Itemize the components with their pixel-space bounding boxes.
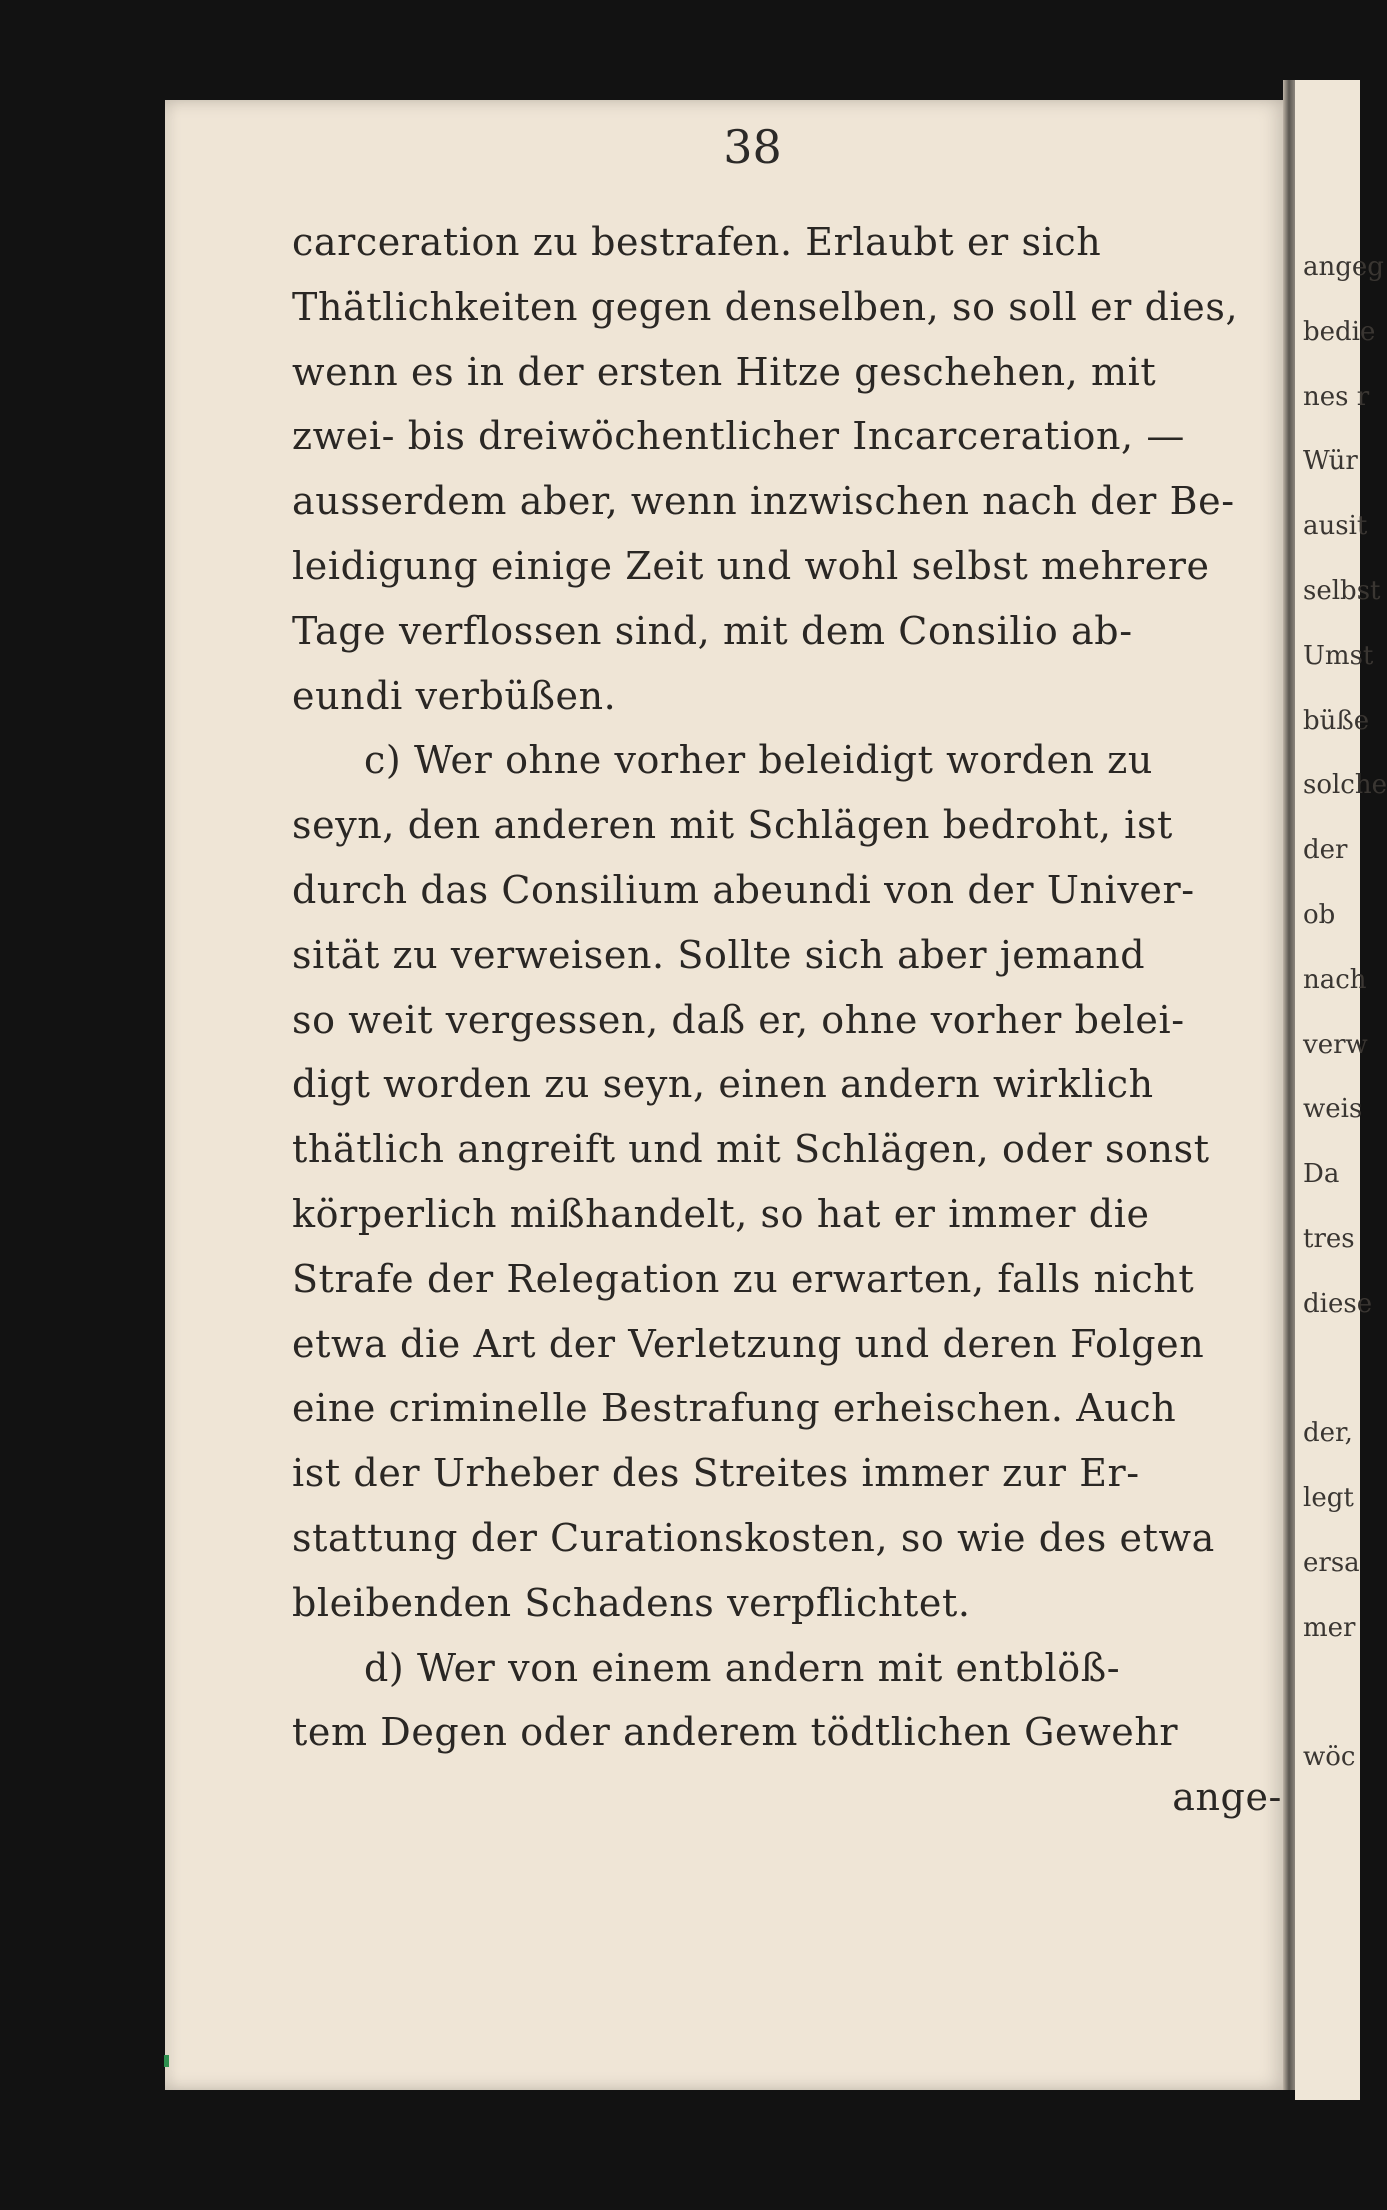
facing-text-fragment: Umst xyxy=(1303,640,1374,671)
text-line: eine criminelle Bestrafung erheischen. Auch xyxy=(292,1386,1177,1431)
text-line: sität zu verweisen. Sollte sich aber jemand xyxy=(292,932,1146,977)
text-line: wenn es in der ersten Hitze geschehen, mit xyxy=(292,349,1157,394)
facing-text-fragment xyxy=(1303,1661,1387,1726)
facing-page-text xyxy=(1303,235,1387,1790)
facing-text-fragment: verw xyxy=(1303,1029,1368,1060)
text-line: c) Wer ohne vorher beleidigt worden zu xyxy=(364,738,1153,783)
book-page-right xyxy=(1295,80,1387,2100)
facing-text-fragment: ersa xyxy=(1303,1547,1360,1578)
facing-text-fragment: der, xyxy=(1303,1418,1353,1449)
text-line: digt worden zu seyn, einen andern wirklich xyxy=(292,1062,1154,1107)
text-line: eundi verbüßen. xyxy=(292,673,617,718)
facing-text-fragment: ausit xyxy=(1303,511,1368,542)
text-line: körperlich mißhandelt, so hat er immer die xyxy=(292,1191,1150,1236)
page-number: 38 xyxy=(723,120,782,174)
facing-text-fragment: der xyxy=(1303,835,1348,866)
facing-text-fragment: büße xyxy=(1303,705,1370,736)
text-line: bleibenden Schadens verpflichtet. xyxy=(292,1580,971,1625)
facing-text-fragment: mer xyxy=(1303,1612,1356,1643)
text-line: tem Degen oder anderem tödtlichen Gewehr xyxy=(292,1710,1179,1755)
text-line: ausserdem aber, wenn inzwischen nach der Be- xyxy=(292,479,1235,524)
text-line: carceration zu bestrafen. Erlaubt er sich xyxy=(292,220,1102,264)
facing-text-fragment: wöc xyxy=(1303,1742,1356,1773)
facing-text-fragment: solche xyxy=(1303,770,1387,801)
text-line: Tage verflossen sind, mit dem Consilio ab- xyxy=(292,608,1133,653)
text-line: zwei- bis dreiwöchentlicher Incarceration, — xyxy=(292,414,1185,459)
text-line: so weit vergessen, daß er, ohne vorher belei- xyxy=(292,997,1185,1042)
facing-text-fragment: ob xyxy=(1303,899,1336,930)
facing-text-fragment: Wür xyxy=(1303,446,1358,477)
text-line: Strafe der Relegation zu erwarten, falls nicht xyxy=(292,1256,1195,1301)
page-body-text xyxy=(292,210,1282,1830)
facing-text-fragment: legt xyxy=(1303,1483,1354,1514)
text-line: etwa die Art der Verletzung und deren Folgen xyxy=(292,1321,1205,1366)
text-line: leidigung einige Zeit und wohl selbst mehrere xyxy=(292,543,1210,588)
text-line: Thätlichkeiten gegen denselben, so soll er dies, xyxy=(292,284,1239,329)
text-line: ist der Urheber des Streites immer zur Er- xyxy=(292,1451,1140,1496)
facing-text-fragment: tres xyxy=(1303,1223,1355,1254)
text-line: d) Wer von einem andern mit entblöß- xyxy=(364,1645,1121,1690)
text-line: durch das Consilium abeundi von der Univer- xyxy=(292,867,1195,912)
text-line: thätlich angreift und mit Schlägen, oder sonst xyxy=(292,1127,1210,1172)
margin-mark xyxy=(164,2055,169,2067)
facing-text-fragment: weis xyxy=(1303,1094,1363,1125)
facing-text-fragment: selbst xyxy=(1303,575,1381,606)
facing-text-fragment: nes r xyxy=(1303,381,1370,412)
facing-text-fragment xyxy=(1303,1337,1387,1402)
text-line: ange- xyxy=(1172,1775,1282,1820)
facing-text-fragment: angeg xyxy=(1303,252,1384,282)
text-line: seyn, den anderen mit Schlägen bedroht, ist xyxy=(292,803,1173,848)
facing-text-fragment: Da xyxy=(1303,1159,1340,1190)
text-line: stattung der Curationskosten, so wie des etwa xyxy=(292,1515,1215,1560)
facing-text-fragment: nach xyxy=(1303,964,1367,995)
facing-text-fragment: diese xyxy=(1303,1288,1373,1319)
facing-text-fragment: bedie xyxy=(1303,316,1376,347)
book-gutter xyxy=(1283,80,1295,2090)
